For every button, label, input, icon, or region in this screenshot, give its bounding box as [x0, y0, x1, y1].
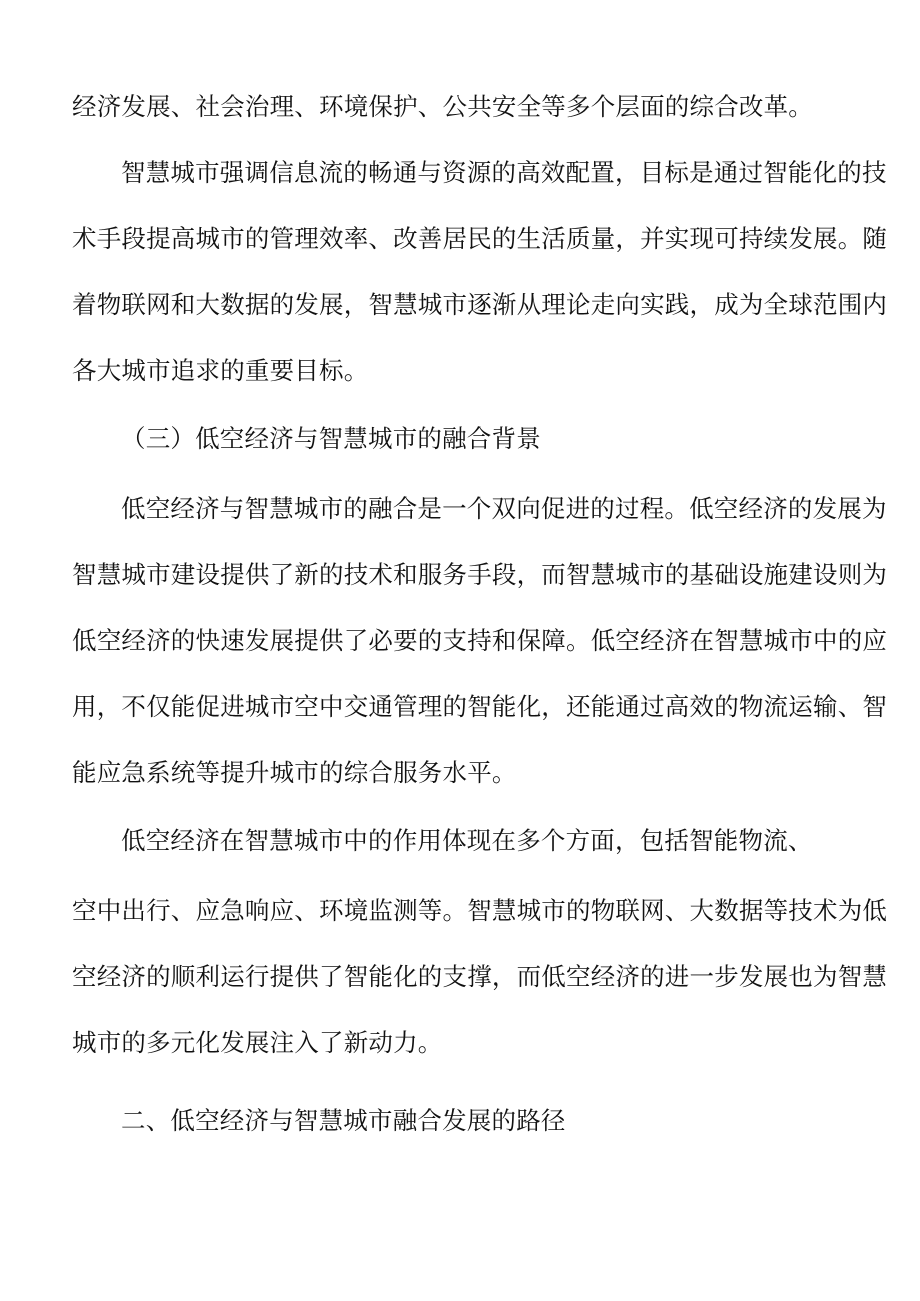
paragraph-3-line-1: 低空经济与智慧城市的融合是一个双向促进的过程。低空经济的发展为: [121, 494, 887, 523]
paragraph-4-line-3: 空经济的顺利运行提供了智能化的支撑，而低空经济的进一步发展也为智慧: [72, 962, 888, 991]
paragraph-2-line-2: 术手段提高城市的管理效率、改善居民的生活质量，并实现可持续发展。随: [72, 224, 888, 253]
paragraph-3-line-2: 智慧城市建设提供了新的技术和服务手段，而智慧城市的基础设施建设则为: [72, 560, 888, 589]
paragraph-1-line-1: 经济发展、社会治理、环境保护、公共安全等多个层面的综合改革。: [72, 92, 813, 121]
paragraph-4-line-4: 城市的多元化发展注入了新动力。: [72, 1028, 443, 1057]
paragraph-2-line-1: 智慧城市强调信息流的畅通与资源的高效配置，目标是通过智能化的技: [121, 158, 887, 187]
chapter-heading-two: 二、低空经济与智慧城市融合发展的路径: [121, 1106, 566, 1135]
paragraph-3-line-4: 用，不仅能促进城市空中交通管理的智能化，还能通过高效的物流运输、智: [72, 692, 888, 721]
paragraph-2-line-4: 各大城市追求的重要目标。: [72, 356, 369, 385]
section-heading-three: （三）低空经济与智慧城市的融合背景: [121, 424, 541, 453]
paragraph-3-line-3: 低空经济的快速发展提供了必要的支持和保障。低空经济在智慧城市中的应: [72, 626, 888, 655]
paragraph-4-line-2: 空中出行、应急响应、环境监测等。智慧城市的物联网、大数据等技术为低: [72, 896, 888, 925]
paragraph-2-line-3: 着物联网和大数据的发展，智慧城市逐渐从理论走向实践，成为全球范围内: [72, 290, 888, 319]
paragraph-4-line-1: 低空经济在智慧城市中的作用体现在多个方面，包括智能物流、: [121, 826, 813, 855]
paragraph-3-line-5: 能应急系统等提升城市的综合服务水平。: [72, 758, 517, 787]
